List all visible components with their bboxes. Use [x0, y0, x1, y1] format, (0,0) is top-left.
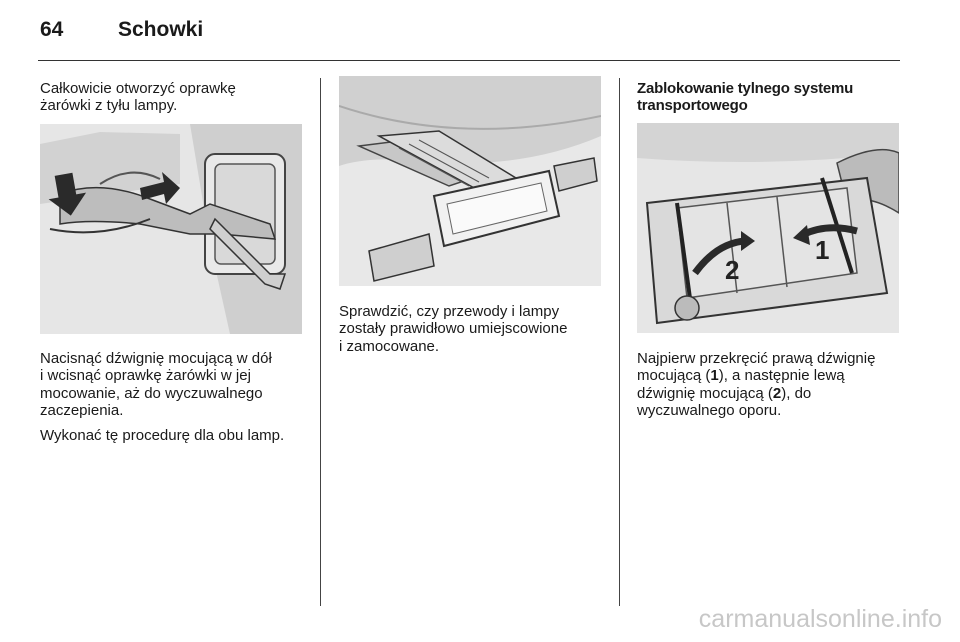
check-text: Sprawdzić, czy przewody i lampy zostały prawidłowo umiejscowione i zamocowane.	[339, 303, 568, 355]
column-divider-1	[320, 78, 321, 606]
step-text: Nacisnąć dźwignię mocującą w dół i wcisnąć oprawkę żarówki w jej mocowanie, aż do wyczuwalnego zaczepienia.	[40, 350, 272, 420]
bulb-holder-figure	[40, 124, 302, 334]
column-3-lower	[637, 350, 907, 427]
note-text: Wykonać tę procedurę dla obu lamp.	[40, 426, 285, 444]
lock-instruction: Najpierw przekręcić prawą dźwignię mocującą (1), a następnie lewą dźwignię mocującą (2), do wyczuwalnego oporu.	[637, 350, 876, 420]
column-divider-2	[619, 78, 620, 606]
column-3	[637, 80, 907, 121]
page-title: Schowki	[118, 18, 204, 41]
figure-label-2: 2	[725, 255, 740, 285]
figure-label-1: 1	[815, 235, 830, 265]
page-number: 64	[40, 18, 64, 41]
section-heading: Zablokowanie tylnego systemu transportowego	[637, 80, 854, 114]
column-1	[40, 80, 312, 122]
locking-lever-figure	[637, 123, 899, 333]
column-2	[339, 303, 611, 362]
light-carrier-figure	[339, 76, 601, 286]
header-rule	[38, 60, 900, 61]
column-1-lower	[40, 350, 312, 451]
intro-text: Całkowicie otworzyć oprawkę żarówki z tyłu lampy.	[40, 80, 236, 115]
site-watermark: carmanualsonline.info	[698, 605, 942, 633]
